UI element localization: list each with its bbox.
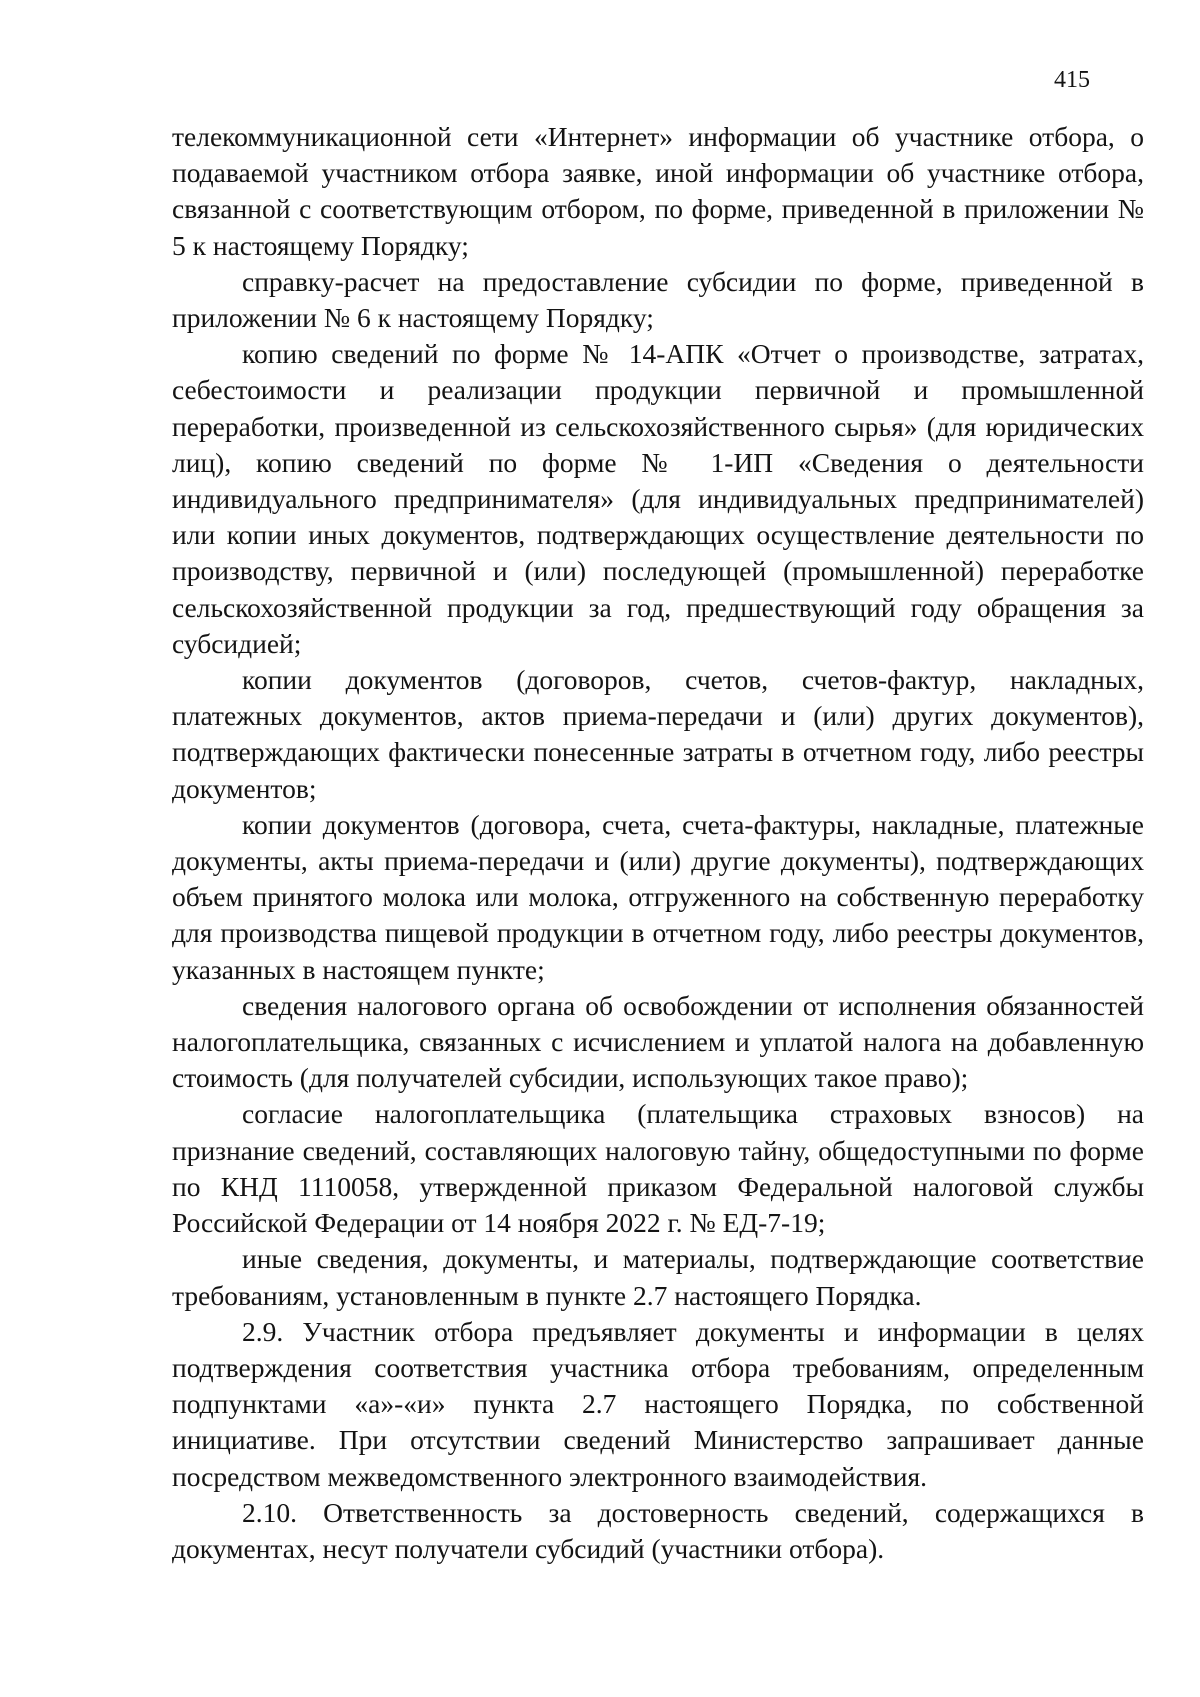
- paragraph-section-2-9: 2.9. Участник отбора предъявляет документы и информации в целях подтверждения соответствия участника отбора требованиям, определенным подпунктами «а»-«и» пункта 2.7 настоящего Порядка, по собственной инициативе. При отсутствии сведений Министерство запрашивает данные посредством межведомственного электронного взаимодействия.: [172, 1315, 1144, 1492]
- paragraph-milk-volume-documents: копии документов (договора, счета, счета-фактуры, накладные, платежные документы, акты приема-передачи и (или) другие документы), подтверждающих объем принятого молока или молока, отгруженного на собственную переработку для производства пищевой продукции в отчетном году, либо реестры документов, указанных в настоящем пункте;: [172, 808, 1144, 985]
- paragraph-taxpayer-consent: согласие налогоплательщика (плательщика страховых взносов) на признание сведений, составляющих налоговую тайну, общедоступными по форме по КНД 1110058, утвержденной приказом Федеральной налоговой службы Российской Федерации от 14 ноября 2022 г. № ЕД-7-19;: [172, 1098, 1144, 1239]
- page-number: 415: [1054, 67, 1090, 93]
- paragraph-tax-exemption-info: сведения налогового органа об освобождении от исполнения обязанностей налогоплательщика, связанных с исчислением и уплатой налога на добавленную стоимость (для получателей субсидии, использующих такое право);: [172, 989, 1144, 1094]
- document-body: [172, 119, 1144, 1567]
- paragraph-apk-form-copy: копию сведений по форме № 14-АПК «Отчет о производстве, затратах, себестоимости и реализации продукции первичной и промышленной переработки, произведенной из сельскохозяйственного сырья» (для юридических лиц), копию сведений по форме № 1-ИП «Сведения о деятельности индивидуального предпринимателя» (для индивидуальных предпринимателей) или копии иных документов, подтверждающих осуществление деятельности по производству, первичной и (или) последующей (промышленной) переработке сельскохозяйственной продукции за год, предшествующий году обращения за субсидией;: [172, 338, 1144, 659]
- paragraph-section-2-10: 2.10. Ответственность за достоверность сведений, содержащихся в документах, несут получатели субсидий (участники отбора).: [172, 1496, 1144, 1564]
- paragraph-continuation: телекоммуникационной сети «Интернет» информации об участнике отбора, о подаваемой участником отбора заявке, иной информации об участнике отбора, связанной с соответствующим отбором, по форме, приведенной в приложении № 5 к настоящему Порядку;: [172, 121, 1144, 261]
- paragraph-calculation-certificate: справку-расчет на предоставление субсидии по форме, приведенной в приложении № 6 к настоящему Порядку;: [172, 265, 1144, 334]
- paragraph-other-documents: иные сведения, документы, и материалы, подтверждающие соответствие требованиям, установленным в пункте 2.7 настоящего Порядка.: [172, 1243, 1144, 1311]
- paragraph-expense-documents: копии документов (договоров, счетов, счетов-фактур, накладных, платежных документов, актов приема-передачи и (или) других документов), подтверждающих фактически понесенные затраты в отчетном году, либо реестры документов;: [172, 664, 1144, 804]
